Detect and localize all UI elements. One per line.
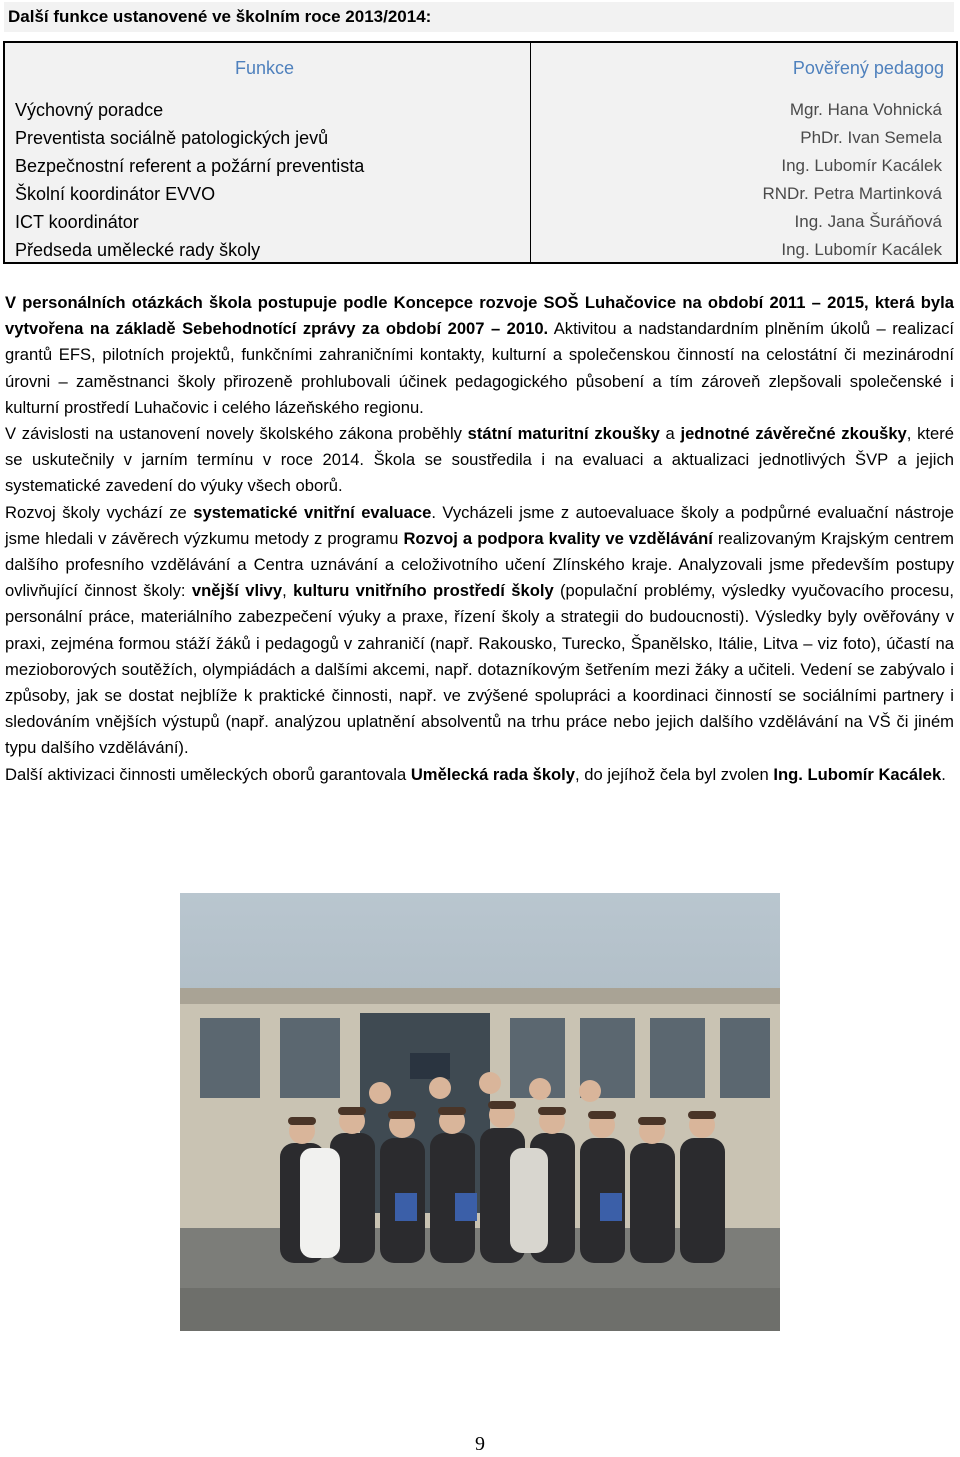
function-cell: Bezpečnostní referent a požární preventista <box>15 156 365 176</box>
paragraph-text: realizovaným Krajským centrem dalšího profesního vzdělávání a Centra uznávání a celoživotního učení Zlínského kraje. Analyzovali jsme především postupy ovlivňující činnost školy: <box>5 528 955 601</box>
paragraph-personnel <box>5 290 954 421</box>
bold-text: systematické vnitřní evaluace <box>193 502 432 522</box>
paragraph-text: . Vycházeli jsme z autoevaluace školy a podpůrné evaluační nástroje jsme hledali v závěrech výzkumu metody z programu <box>5 502 954 548</box>
function-column-header: Funkce <box>235 58 295 78</box>
paragraph-exams <box>5 421 954 500</box>
teacher-cell: Ing. Jana Šuráňová <box>794 212 942 231</box>
function-cell: Předseda umělecké rady školy <box>15 240 261 260</box>
paragraph-text: Rozvoj školy vychází ze <box>5 502 194 522</box>
bold-text: V personálních otázkách škola postupuje podle Koncepce rozvoje SOŠ Luhačovice na období 2011 – 2015, která byla vytvořena na základě Sebehodnotící zprávy za období 2007 – 2010. <box>5 293 954 339</box>
function-cell: ICT koordinátor <box>15 212 139 232</box>
bold-text: státní maturitní zkoušky <box>467 424 660 444</box>
function-cell: Preventista sociálně patologických jevů <box>15 128 329 148</box>
paragraph-text: Další aktivizaci činnosti uměleckých oborů garantovala <box>5 764 411 784</box>
teacher-cell: Ing. Lubomír Kacálek <box>781 156 942 175</box>
section-heading: Další funkce ustanovené ve školním roce 2013/2014: <box>4 2 954 32</box>
bold-text: Umělecká rada školy <box>410 764 576 784</box>
paragraph-text: , <box>282 581 294 601</box>
paragraph-text: Aktivitou a nadstandardním plněním úkolů – realizací grantů EFS, pilotních projektů, funkčními zahraničními kontakty, kulturní a společenskou činností na celostátní či mezinárodní úrovni – zaměstnanci školy přirozeně prohlubovali účinek pedagogického působení a tím zároveň zlepšovali společenské i kulturní prostředí Luhačovic i celého lázeňského regionu. <box>5 319 955 417</box>
group-photo <box>180 893 780 1331</box>
teacher-cell: RNDr. Petra Martinková <box>762 184 942 203</box>
paragraph-text: V závislosti na ustanovení novely školského zákona proběhly <box>5 424 468 444</box>
group-photo-illustration <box>180 893 780 1331</box>
paragraph-text: . <box>941 764 946 784</box>
teacher-column-header: Pověřený pedagog <box>792 58 944 78</box>
bold-text: Ing. Lubomír Kacálek <box>773 764 942 784</box>
sign-plaque <box>410 1053 450 1079</box>
bold-text: Rozvoj a podpora kvality ve vzdělávání <box>403 528 713 548</box>
teacher-column <box>531 43 956 262</box>
bold-text: vnější vlivy <box>191 581 283 601</box>
paragraph-evaluation <box>5 500 954 762</box>
bold-text: jednotné závěrečné zkoušky <box>680 424 907 444</box>
function-column <box>5 43 531 262</box>
paragraph-text: a <box>659 424 681 444</box>
teacher-cell: Mgr. Hana Vohnická <box>789 100 942 119</box>
body-text <box>5 290 954 788</box>
function-cell: Výchovný poradce <box>15 100 164 120</box>
paragraph-art-council <box>5 762 954 788</box>
paragraph-text: , které se uskutečnily v jarním termínu v roce 2014. Škola se soustředila i na evaluaci a aktualizaci jednotlivých ŠVP a jejich systematické zavedení do výuky všech oborů. <box>5 424 954 496</box>
bold-text: kulturu vnitřního prostředí školy <box>293 581 554 601</box>
paragraph-text: , do jejíhož čela byl zvolen <box>575 764 774 784</box>
roles-table <box>3 41 958 264</box>
page-number: 9 <box>475 1433 485 1455</box>
teacher-cell: Ing. Lubomír Kacálek <box>781 240 942 259</box>
teacher-cell: PhDr. Ivan Semela <box>800 128 942 147</box>
function-cell: Školní koordinátor EVVO <box>15 184 216 204</box>
paragraph-text: (populační problémy, výsledky vyučovacího procesu, personální práce, materiálního zabezpečení výuky a praxe, řízení školy a strategii do budoucnosti). Výsledky byly ověřovány v praxi, zejména formou stáží žáků i pedagogů v zahraničí (např. Rakousko, Turecko, Španělsko, Itálie, Litva – viz foto), účastí na mezioborových soutěžích, olympiádách a dalšími akcemi, např. dotazníkovým šetřením mezi žáky a učiteli. Vedení se zabývalo i způsoby, jak se dostat nejblíže k praktické činnosti, např. ve zvýšené spolupráci a koordinaci činností se sociálními partnery i sledováním vnějších výstupů (např. analýzou uplatnění absolventů na trhu práce nebo jejich dalšího vzdělávání na VŠ či jiném typu dalšího vzdělávání). <box>5 581 954 758</box>
